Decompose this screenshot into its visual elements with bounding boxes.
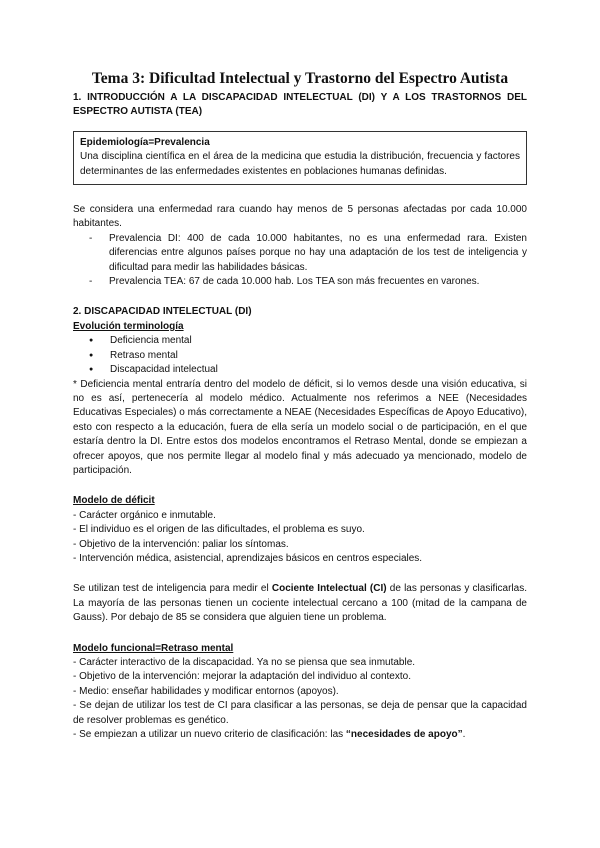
epidemiology-box — [73, 131, 527, 185]
section-1-heading: 1. INTRODUCCIÓN A LA DISCAPACIDAD INTELECTUAL (DI) Y A LOS TRASTORNOS DEL ESPECTRO AUTISTA (TEA) — [73, 92, 527, 118]
functional-last-post: . — [462, 729, 466, 741]
deficit-line: - Carácter orgánico e inmutable. — [73, 509, 216, 521]
section-2-heading: 2. DISCAPACIDAD INTELECTUAL (DI) — [73, 306, 252, 318]
list-item: - Prevalencia DI: 400 de cada 10.000 habitantes, no es una enfermedad rara. Existen diferencias entre algunos países porque no hay una adaptación de los test de inteligencia y dificultad para medir las habilidades básicas. — [89, 232, 527, 275]
prevalence-list — [73, 232, 527, 290]
functional-line: - Objetivo de la intervención: mejorar la adaptación del individuo al contexto. — [73, 671, 411, 683]
list-item: - Prevalencia TEA: 67 de cada 10.000 hab. Los TEA son más frecuentes en varones. — [89, 275, 527, 289]
functional-line: - Medio: enseñar habilidades y modificar entornos (apoyos). — [73, 685, 339, 697]
document-page — [73, 70, 527, 742]
functional-line: - Se dejan de utilizar los test de CI para clasificar a las personas, se deja de pensar que la capacidad de resolver problemas es genético. — [73, 700, 527, 726]
functional-line: - Carácter interactivo de la discapacidad. Ya no se piensa que sea inmutable. — [73, 657, 416, 668]
ci-term: Cociente Intelectual (CI) — [271, 583, 387, 595]
document-title: Tema 3: Dificultad Intelectual y Trastorno del Espectro Autista — [91, 70, 509, 87]
epidemiology-definition: Una disciplina científica en el área de la medicina que estudia la distribución, frecuencia y factores determinantes de las enfermedades existentes en poblaciones humanas definidas. — [80, 151, 520, 177]
epidemiology-heading: Epidemiología=Prevalencia — [80, 136, 210, 148]
functional-line-last — [73, 728, 527, 742]
deficit-model-heading: Modelo de déficit — [73, 495, 155, 507]
functional-last-pre: - Se empiezan a utilizar un nuevo criterio de clasificación: las — [73, 729, 346, 741]
deficit-line: - El individuo es el origen de las dificultades, el problema es suyo. — [73, 524, 365, 536]
support-needs-term: “necesidades de apoyo” — [345, 729, 463, 741]
functional-model-heading: Modelo funcional=Retraso mental — [73, 642, 234, 654]
evolution-heading: Evolución terminología — [73, 320, 184, 332]
list-item: ● Retraso mental — [89, 349, 527, 363]
deficit-line: - Objetivo de la intervención: paliar los síntomas. — [73, 538, 289, 550]
rare-disease-paragraph: Se considera una enfermedad rara cuando hay menos de 5 personas afectadas por cada 10.000 habitantes. — [73, 204, 527, 230]
terminology-list — [73, 334, 527, 377]
deficit-line: - Intervención médica, asistencial, aprendizajes básicos en centros especiales. — [73, 552, 423, 564]
list-item: ● Discapacidad intelectual — [89, 363, 527, 377]
ci-text-pre: Se utilizan test de inteligencia para medir el — [73, 583, 272, 595]
ci-text-post: de las personas y clasificarlas. La mayoría de las personas tienen un cociente intelectual cercano a 100 (mitad de la campana de Gauss). Por debajo de 85 se considera que alguien tiene un problema. — [73, 583, 527, 624]
terminology-note: * Deficiencia mental entraría dentro del modelo de déficit, si lo vemos desde una visión educativa, si no es así, pertenecería al modelo médico. Actualmente nos referimos a NEE (Necesidades Educativas Especiales) o más correctamente a NEAE (Necesidades Específicas de Apoyo Educativo), esto con respecto a la educación, fuera de ella sería un modelo social o de participación, en el que estaría dentro la DI. Entre estos dos modelos encontramos el Retraso Mental, donde se empiezan a ofrecer apoyos, que nos permite llegar al modelo final y más adecuado ya mencionado, modelo de participación. — [73, 378, 527, 476]
list-item: ● Deficiencia mental — [89, 334, 527, 348]
ci-paragraph — [73, 582, 527, 625]
